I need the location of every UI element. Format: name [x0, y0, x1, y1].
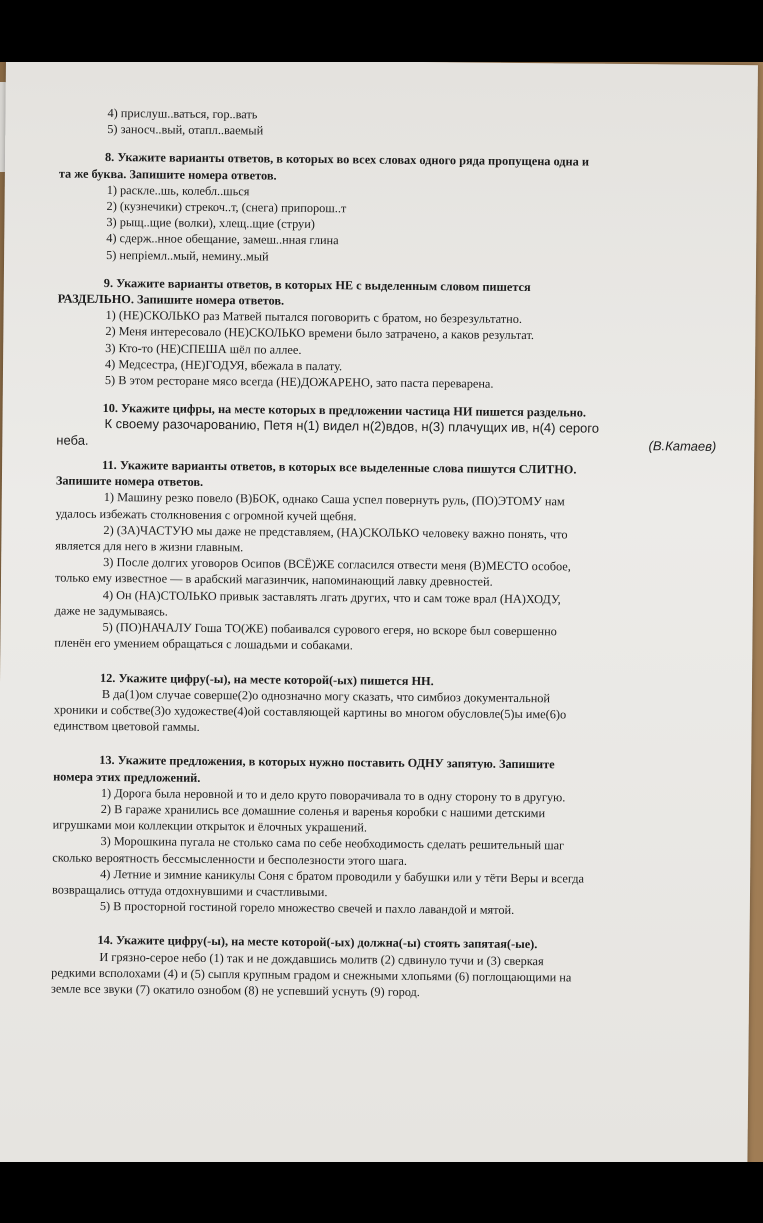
task-8	[58, 149, 719, 269]
task8-option: 2) (кузнечики) стрекоч..т, (снега) припорош..т	[106, 198, 347, 216]
task10-question: 10. Укажите цифры, на месте которых в предложении частица НИ пишется раздельно.	[102, 401, 587, 420]
task10-sentence-cont: неба.	[56, 432, 89, 448]
task13-question-cont: номера этих предложений.	[53, 769, 201, 785]
task8-question: 8. Укажите варианты ответов, в которых во всех словах одного ряда пропущена одна и	[104, 150, 590, 170]
task11-line: только ему известное — в арабский магазинчик, напоминающий лавку древностей.	[54, 570, 493, 590]
task11-question: 11. Укажите варианты ответов, в которых все выделенные слова пишутся СЛИТНО.	[102, 458, 577, 477]
task9-option: 5) В этом ресторане мясо всегда (НЕ)ДОЖАРЕНО, зато паста переварена.	[104, 373, 494, 391]
task14-line: И грязно-серое небо (1) так и не дождавшись молитв (2) сдвинуло тучи и (3) сверкая	[99, 949, 544, 968]
task12-line: единством цветовой гаммы.	[53, 718, 200, 734]
task11-line: пленён его умением обращаться с лошадьми и собаками.	[54, 635, 353, 653]
task11-line: 2) (ЗА)ЧАСТУЮ мы даже не представляем, (НА)СКОЛЬКО человеку важно понять, что	[103, 522, 568, 542]
task12-question: 12. Укажите цифру(-ы), на месте которой(-ых) пишется НН.	[99, 670, 434, 688]
task13-question: 13. Укажите предложения, в которых нужно поставить ОДНУ запятую. Запишите	[99, 753, 555, 772]
task-9	[57, 274, 718, 394]
task13-line: 3) Морошкина пугала не столько сама по себе необходимость сделать решительный шаг	[100, 834, 565, 853]
task13-line: 4) Летние и зимние каникулы Соня с братом проводили у бабушки или у тёти Веры и всегда	[100, 866, 585, 886]
task11-line: 4) Он (НА)СТОЛЬКО привык заставлять лгать других, что и сам тоже врал (НА)ХОДУ,	[102, 587, 561, 607]
task11-line: удалось избежать столкновения с огромной кучей щебня.	[55, 506, 357, 524]
task7-item-5: 5) заносч..вый, отапл..ваемый	[107, 122, 264, 138]
task8-option: 5) непрiемл..мый, немину..мый	[106, 247, 269, 264]
task13-line: 2) В гараже хранились все домашние соленья и варенья коробки с нашими детскими	[100, 801, 546, 821]
task-12	[54, 669, 715, 740]
task13-line: 1) Дорога была неровной и то и дело круто поворачивала то в одну сторону то в другую.	[100, 785, 566, 805]
task10-author: (В.Катаев)	[648, 438, 717, 454]
task9-question: 9. Укажите варианты ответов, в которых НЕ с выделенным словом пишется	[103, 275, 531, 294]
task11-line: даже не задумываясь.	[54, 603, 168, 619]
task9-question-cont: РАЗДЕЛЬНО. Запишите номера ответов.	[57, 291, 285, 308]
task8-option: 3) рыщ..щие (волки), хлещ..щие (струи)	[106, 215, 315, 232]
task9-option: 1) (НЕ)СКОЛЬКО раз Матвей пытался поговорить с братом, но безрезультатно.	[105, 308, 523, 327]
worksheet-text	[51, 105, 720, 1003]
task11-line: 3) После долгих уговоров Осипов (ВСЁ)ЖЕ согласился отвести меня (В)МЕСТО особое,	[103, 555, 571, 574]
task11-line: 1) Машину резко повело (В)БОК, однако Саша успел повернуть руль, (ПО)ЭТОМУ нам	[103, 490, 565, 509]
task-13	[52, 752, 714, 920]
task9-option: 4) Медсестра, (НЕ)ГОДУЯ, вбежала в палату.	[105, 356, 343, 374]
task13-line: сколько вероятность бессмысленности и бесполезности этого шага.	[52, 850, 408, 868]
task-14	[51, 932, 712, 1003]
task-10	[56, 400, 716, 455]
task14-line: редкими всполохами (4) и (5) сыпля крупным градом и снежными хлопьями (6) поглощающими на	[51, 965, 572, 985]
task9-option: 2) Меня интересовало (НЕ)СКОЛЬКО времени было затрачено, а каков результат.	[105, 324, 535, 343]
task10-sentence: К своему разочарованию, Петя н(1) видел н(2)вдов, н(3) плачущих ив, н(4) серого	[104, 416, 600, 437]
task12-line: хроники и собстве(3)о художестве(4)ой составляющей картины во многом обусловле(5)ы име(6)о	[53, 702, 567, 722]
task13-line: игрушками мои коллекции открыток и ёлочных украшений.	[52, 817, 368, 835]
task11-question-cont: Запишите номера ответов.	[55, 473, 204, 490]
task14-question: 14. Укажите цифру(-ы), на месте которой(-ых) должна(-ы) стоять запятая(-ые).	[97, 933, 538, 952]
worksheet-page	[0, 62, 758, 1162]
task8-option: 4) сдерж..нное обещание, замеш..нная глина	[106, 231, 339, 248]
task14-line: земле все звуки (7) окатило ознобом (8) не успевший уснуть (9) город.	[51, 981, 420, 999]
task8-option: 1) раскле..шь, колебл..шься	[106, 182, 250, 199]
task-11	[54, 457, 716, 658]
task7-item-4: 4) прислуш..ваться, гор..вать	[107, 105, 258, 122]
task9-option: 3) Кто-то (НЕ)СПЕША шёл по аллее.	[105, 340, 302, 357]
task12-line: В да(1)ом случае соверше(2)о однозначно могу сказать, что симбиоз документальной	[101, 686, 551, 705]
task13-line: 5) В просторной гостиной горело множество свечей и пахло лавандой и мятой.	[99, 899, 515, 918]
task13-line: возвращались оттуда отдохнувшими и счастливыми.	[51, 882, 328, 900]
photo-background	[0, 62, 763, 1162]
task11-line: 5) (ПО)НАЧАЛУ Гоша ТО(ЖЕ) побаивался сурового егеря, но вскоре был совершенно	[102, 620, 557, 639]
task8-question-cont: та же буква. Запишите номера ответов.	[58, 166, 277, 183]
task11-line: является для него в жизни главным.	[55, 538, 244, 555]
